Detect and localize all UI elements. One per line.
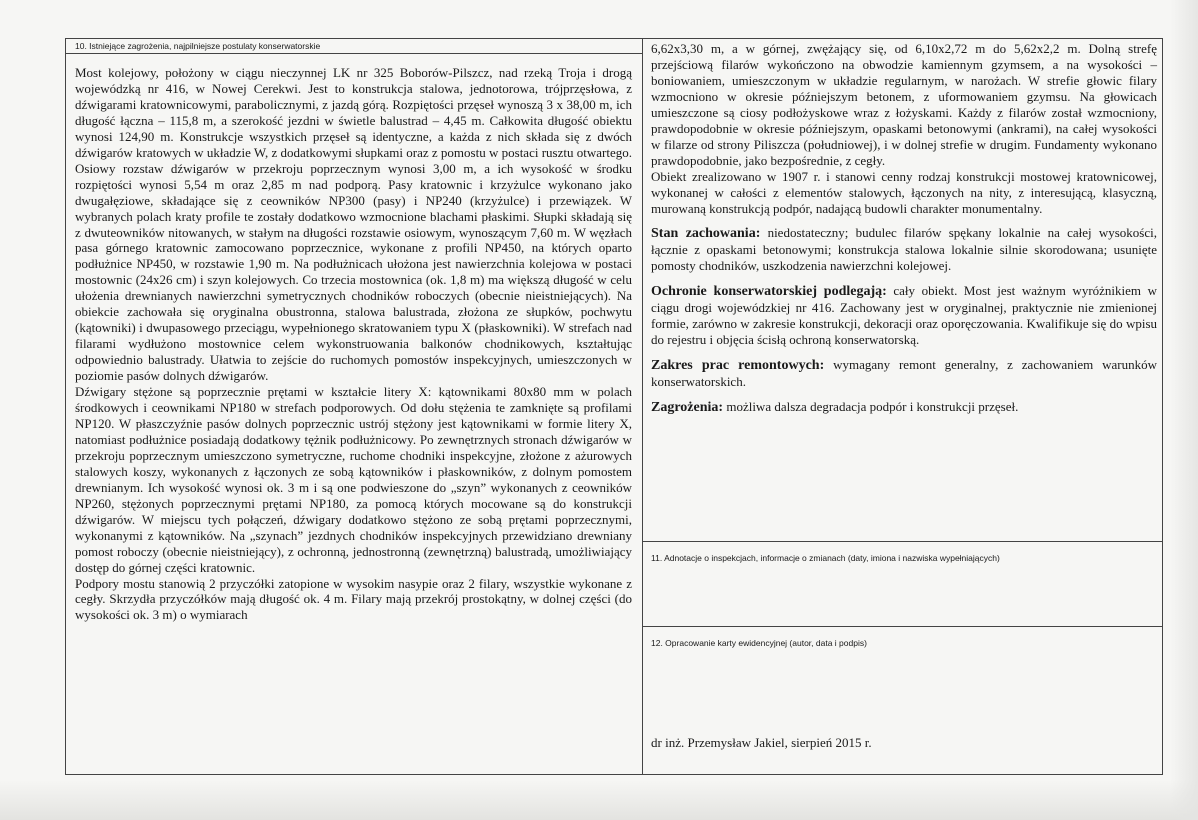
paragraph-history: Obiekt zrealizowano w 1907 r. i stanowi cenny rodzaj konstrukcji mostowej kratownicowej, wykonanej w całości z elementów stalowych, łączonych na nity, z interesującą, klasyczną, murowaną konstrukcją podpór, nadającą budowli charakter monumentalny. <box>651 168 1157 216</box>
section-10-continuation <box>643 39 1162 542</box>
paragraph-bridge-description: Most kolejowy, położony w ciągu nieczynnej LK nr 325 Boborów-Pilszcz, nad rzeką Troja i drogą wojewódzką nr 416, w Nowej Cerekwi. Jest to konstrukcja stalowa, jednotorowa, trójprzęsłowa, z dźwigarami kratownicowymi, parabolicznymi, z jazdą górą. Rozpiętości przęseł wynoszą 3 x 38,00 m, ich długość łączna – 115,8 m, a szerokość jezdni w świetle balustrad – 4,45 m. Całkowita długość obiektu wynosi 124,90 m. Konstrukcje wszystkich przęseł są identyczne, a każda z nich składa się z dwóch dźwigarów kratowych w układzie W, z dodatkowymi słupkami oraz z pomostu w postaci rusztu otwartego. Osiowy rozstaw dźwigarów w przekroju poprzecznym wynosi 3,00 m, a ich wysokość w środku rozpiętości wynosi 5,54 m oraz 2,85 m nad podporą. Pasy kratownic i krzyżulce wykonano jako dwugałęziowe, składające się z ceowników NP300 (pasy) i NP240 (krzyżulce) i przewiązek. W wybranych polach kraty profile te zostały dodatkowo wzmocnione blachami płaskimi. Słupki składają się z dwuteowników nitowanych, w stałym na długości rozstawie osiowym, wynoszącym 7,60 m. W węzłach pasa górnego kratownic zamocowano poprzecznice, wykonane z profili NP450, na których oparto podłużnice NP450, w rozstawie 1,90 m. Na podłużnicach ułożona jest nawierzchnia kolejowa w postaci mostownic (24x26 cm) i szyn kolejowych. Co trzecia mostownica (ok. 1,8 m) ma większą długość w celu ułożenia drewnianych nawierzchni symetrycznych chodników roboczych (obecnie nieistniejących). Na obiekcie zachowała się oryginalna obustronna, stalowa balustrada, złożona ze słupków, pochwytu (kątowniki) i dwupasowego przeciągu, wypełnionego skratowaniem typu X (płaskowniki). W strefach nad filarami wydłużono mostownice celem wykonstruowania balkonów chodnikowych, kształtując odpowiednio balustrady. Ułatwia to zejście do ruchomych pomostów inspekcyjnych, umieszczonych w poziomie pasów dolnych dźwigarów. <box>75 65 632 384</box>
repair-works <box>651 357 1157 390</box>
state-text: niedostateczny; budulec filarów spękany lokalnie na całej wysokości, łącznie z opaskami betonowymi; konstrukcja stalowa lokalnie silnie skorodowana; usunięte pomosty chodników, uszkodzenia nawierzchni kolejowej. <box>651 225 1157 274</box>
section-12-label: 12. Opracowanie karty ewidencyjnej (autor, data i podpis) <box>651 638 867 648</box>
protection-scope <box>651 283 1157 348</box>
state-label: Stan zachowania: <box>651 226 761 242</box>
state-of-preservation <box>651 225 1157 274</box>
scan-right-shadow <box>1170 0 1198 820</box>
section-10-body <box>75 65 632 623</box>
paragraph-piers: 6,62x3,30 m, a w górnej, zwężający się, od 6,10x2,72 m do 5,62x2,2 m. Dolną strefę przejściową filarów wykończono na obwodzie kamiennym gzymsem, a na wysokości – boniowaniem, umieszczonym w układzie regularnym, w narożach. W strefie głowic filary wzmocniono w okresie późniejszym betonem, z uformowaniem gzymsu. Na głowicach umieszczone są ciosy podłożyskowe wraz z łożyskami. Każdy z filarów został wzmocniony, prawdopodobnie w okresie późniejszym, opaskami betonowymi (ankrami), na całej wysokości w filarze od strony Piliszcza (południowej), i w dolnej strefie w drugim. Fundamenty wykonano prawdopodobnie, jako bezpośrednie, z cegły. <box>651 41 1157 168</box>
section-11-box <box>643 542 1162 627</box>
works-text: wymagany remont generalny, z zachowaniem warunków konserwatorskich. <box>651 357 1157 390</box>
continuation-body <box>651 41 1157 416</box>
threats-label: Zagrożenia: <box>651 400 724 416</box>
right-column <box>643 39 1162 774</box>
form-frame <box>65 38 1163 775</box>
paragraph-supports: Podpory mostu stanowią 2 przyczółki zatopione w wysokim nasypie oraz 2 filary, wszystkie wykonane z cegły. Skrzydła przyczółków mają długość ok. 4 m. Filary mają przekrój prostokątny, w dolnej części (do wysokości ok. 3 m) o wymiarach <box>75 575 632 623</box>
left-column <box>66 39 642 774</box>
author-signature: dr inż. Przemysław Jakiel, sierpień 2015 r. <box>651 735 872 750</box>
paragraph-bracing: Dźwigary stężone są poprzecznie prętami w kształcie litery X: kątownikami 80x80 mm w polach środkowych i ceownikami NP180 w strefach podporowych. Od dołu stężenia te zamknięte są profilami NP120. W płaszczyźnie pasów dolnych poprzecznic ustrój stężony jest kątownikami w formie litery X, natomiast podłużnice posiadają dodatkowy tężnik podłużnicowy. Po zewnętrznych stronach dźwigarów w przekroju poprzecznym umieszczono symetryczne, ruchome chodniki inspekcyjne, złożone z ażurowych stalowych koszy, wykonanych z łączonych ze sobą kątowników i płaskowników, z dolnym pomostem drewnianym. Ich wysokość wynosi ok. 3 m i są one podwieszone do „szyn” wykonanych z ceowników NP260, stężonych poprzecznymi prętami NP180, za pomocą których mocowane są do konstrukcji dźwigarów. W miejscu tych połączeń, dźwigary dodatkowo stężono ze sobą prętami poprzecznymi, wykonanymi z kątowników. Na „szynach” jezdnych chodników inspekcyjnych przewidziano drewniany pomost roboczy (obecnie nieistniejący), z ochronną, jednostronną (zewnętrzną) balustradą, umożliwiający dostęp do górnej części kratownic. <box>75 384 632 575</box>
protection-text: cały obiekt. Most jest ważnym wyróżnikiem w ciągu drogi wojewódzkiej nr 416. Zachowany jest w oryginalnej, praktycznie nie zmienionej formie, zarówno w zakresie konstrukcji, dekoracji oraz oporęczowania. Kwalifikuje się do wpisu do rejestru i objęcia ścisłą ochroną konserwatorską. <box>651 283 1157 348</box>
threats-text: możliwa dalsza degradacja podpór i konstrukcji przęseł. <box>723 399 1019 415</box>
section-11-label: 11. Adnotacje o inspekcjach, informacje o zmianach (daty, imiona i nazwiska wypełniających) <box>651 553 1000 563</box>
scan-bottom-shadow <box>0 780 1198 820</box>
section-10-header: 10. Istniejące zagrożenia, najpilniejsze postulaty konserwatorskie <box>66 39 642 54</box>
protection-label: Ochronie konserwatorskiej podlegają: <box>651 284 887 300</box>
section-12-box <box>643 627 1162 774</box>
works-label: Zakres prac remontowych: <box>651 358 825 374</box>
threats <box>651 399 1157 416</box>
